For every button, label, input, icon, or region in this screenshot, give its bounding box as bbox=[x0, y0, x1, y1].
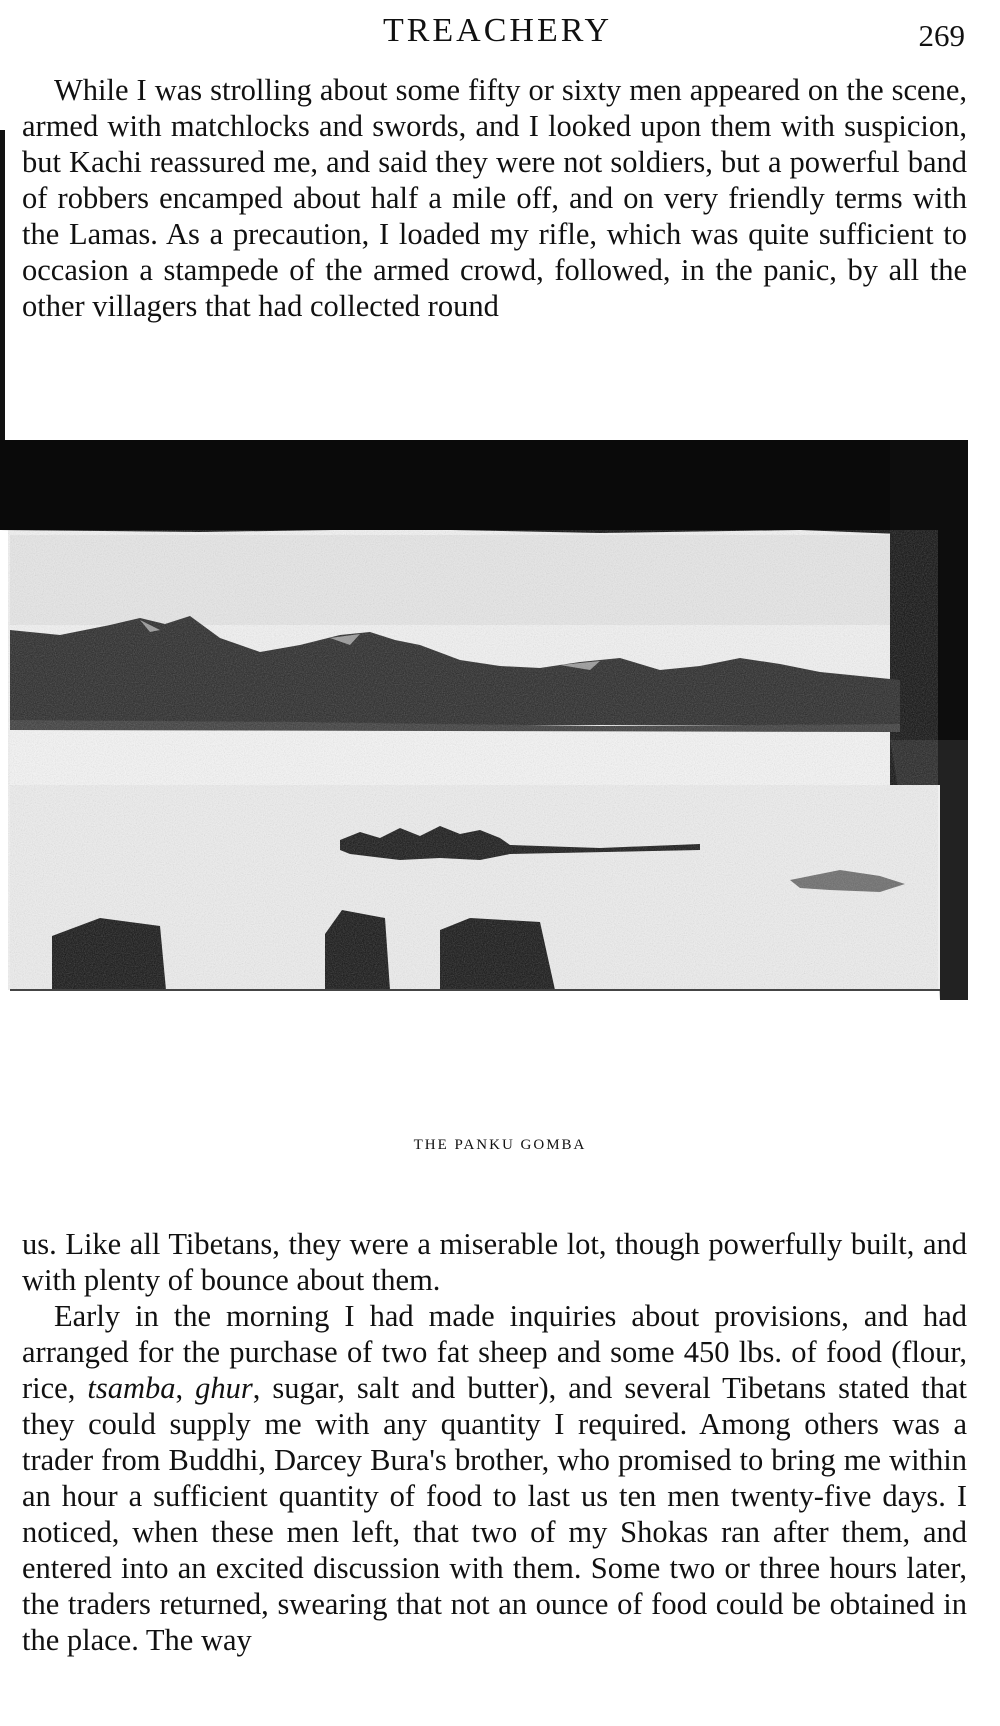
italic-term-tsamba: tsamba bbox=[87, 1371, 176, 1405]
paragraph-text: , sugar, salt and butter), and several Tibetans stated that they could supply me with any quantity I required. Among others was a trader from Buddhi, Darcey Bura's brother, who promised to bring me within an hour a sufficient quantity of food to last us ten men twenty-five days. I noticed, when these men left, that two of my Shokas ran after them, and entered into an excited discussion with them. Some two or three hours later, the traders returned, swearing that not an ounce of food could be obtained in the place. The way bbox=[22, 1371, 968, 1657]
paragraph: While I was strolling about some fifty or sixty men appeared on the scene, armed with matchlocks and swords, and I looked upon them with suspicion, but Kachi reassured me, and said they were not soldiers, but a powerful band of robbers encamped about half a mile off, and on very friendly terms with the Lamas. As a precaution, I loaded my rifle, which was quite sufficient to occasion a stampede of the armed crowd, followed, in the panic, by all the other villagers that had collected round bbox=[22, 73, 967, 323]
page-edge-shadow bbox=[0, 130, 5, 440]
bottom-text-block bbox=[22, 1226, 967, 1658]
paragraph-continued: us. Like all Tibetans, they were a miserable lot, though powerfully built, and with plenty of bounce about them. bbox=[22, 1227, 967, 1297]
italic-term-ghur: ghur bbox=[195, 1371, 253, 1405]
dark-wall-edge bbox=[0, 440, 968, 534]
running-header bbox=[20, 12, 975, 58]
photo-plate bbox=[0, 440, 980, 1088]
top-text-block bbox=[22, 72, 967, 324]
paragraph-text: , bbox=[175, 1371, 196, 1405]
page-number: 269 bbox=[918, 18, 965, 53]
figure-caption: THE PANKU GOMBA bbox=[413, 1137, 587, 1153]
panku-gomba-photograph bbox=[0, 440, 980, 1088]
paragraph bbox=[22, 1298, 967, 1658]
paragraph-text: Early in the morning I had made inquiries about provisions, and had arranged for the purchase of two fat sheep and some 450 lbs. of food (flour, rice, bbox=[22, 1299, 967, 1405]
running-title: TREACHERY bbox=[382, 12, 613, 49]
photo-grain bbox=[8, 530, 938, 990]
